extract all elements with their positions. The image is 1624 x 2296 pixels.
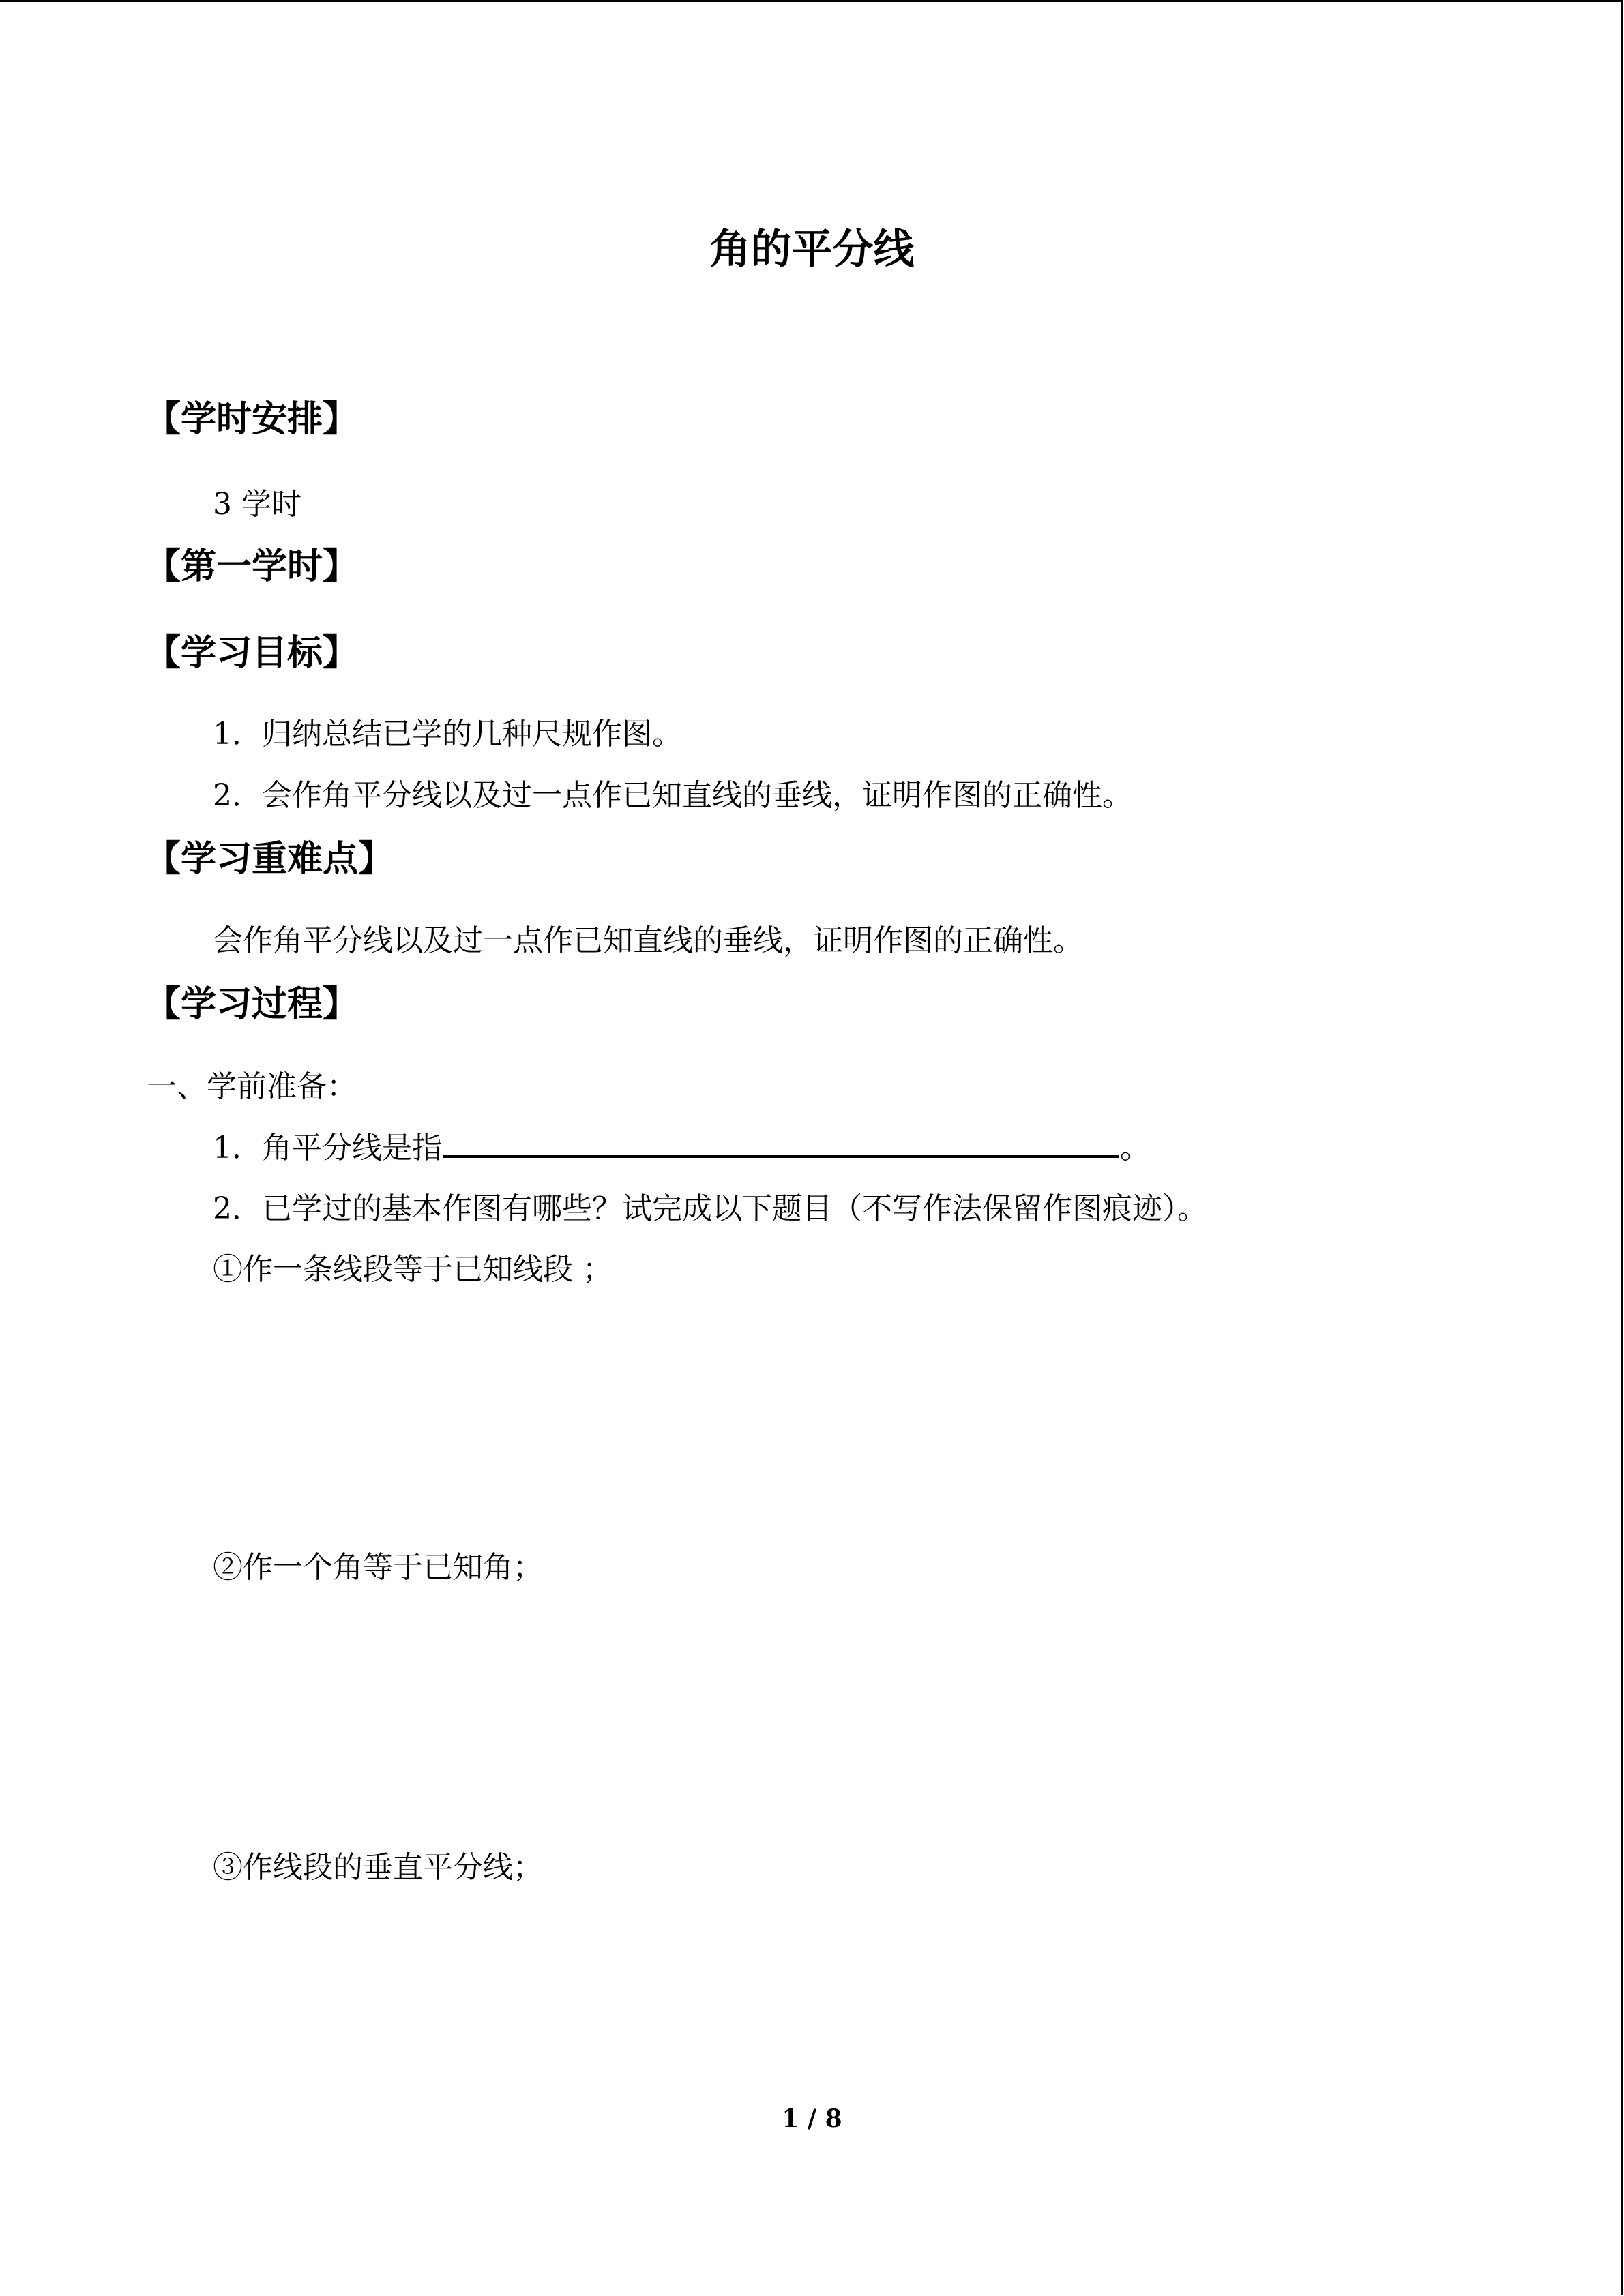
document-title: 角的平分线 <box>709 226 915 273</box>
answer-blank <box>443 1125 1119 1158</box>
process-heading: 【学习过程】 <box>145 984 359 1025</box>
schedule-heading: 【学时安排】 <box>145 399 359 440</box>
key-points-text: 会作角平分线以及过一点作已知直线的垂线，证明作图的正确性。 <box>213 923 1083 958</box>
goals-heading: 【学习目标】 <box>145 633 359 674</box>
goal-item-1: 1．归纳总结已学的几种尺规作图。 <box>213 717 682 751</box>
question-1 <box>213 1123 1150 1167</box>
question-2: 2．已学过的基本作图有哪些？试完成以下题目（不写作法保留作图痕迹）。 <box>213 1191 1207 1226</box>
key-points-heading: 【学习重难点】 <box>145 839 394 880</box>
prep-heading: 一、学前准备： <box>147 1069 357 1104</box>
question-1-suffix: 。 <box>1120 1131 1150 1165</box>
question-1-prefix: 1．角平分线是指 <box>213 1131 442 1165</box>
task-3: ③作线段的垂直平分线； <box>213 1850 543 1885</box>
first-period-heading: 【第一学时】 <box>145 546 359 587</box>
schedule-text: 3 学时 <box>213 487 301 522</box>
task-1: ①作一条线段等于已知线段 ； <box>213 1252 612 1287</box>
task-2: ②作一个角等于已知角； <box>213 1550 543 1585</box>
goal-item-2: 2．会作角平分线以及过一点作已知直线的垂线，证明作图的正确性。 <box>213 778 1132 813</box>
page-number: 1 / 8 <box>782 2104 842 2133</box>
